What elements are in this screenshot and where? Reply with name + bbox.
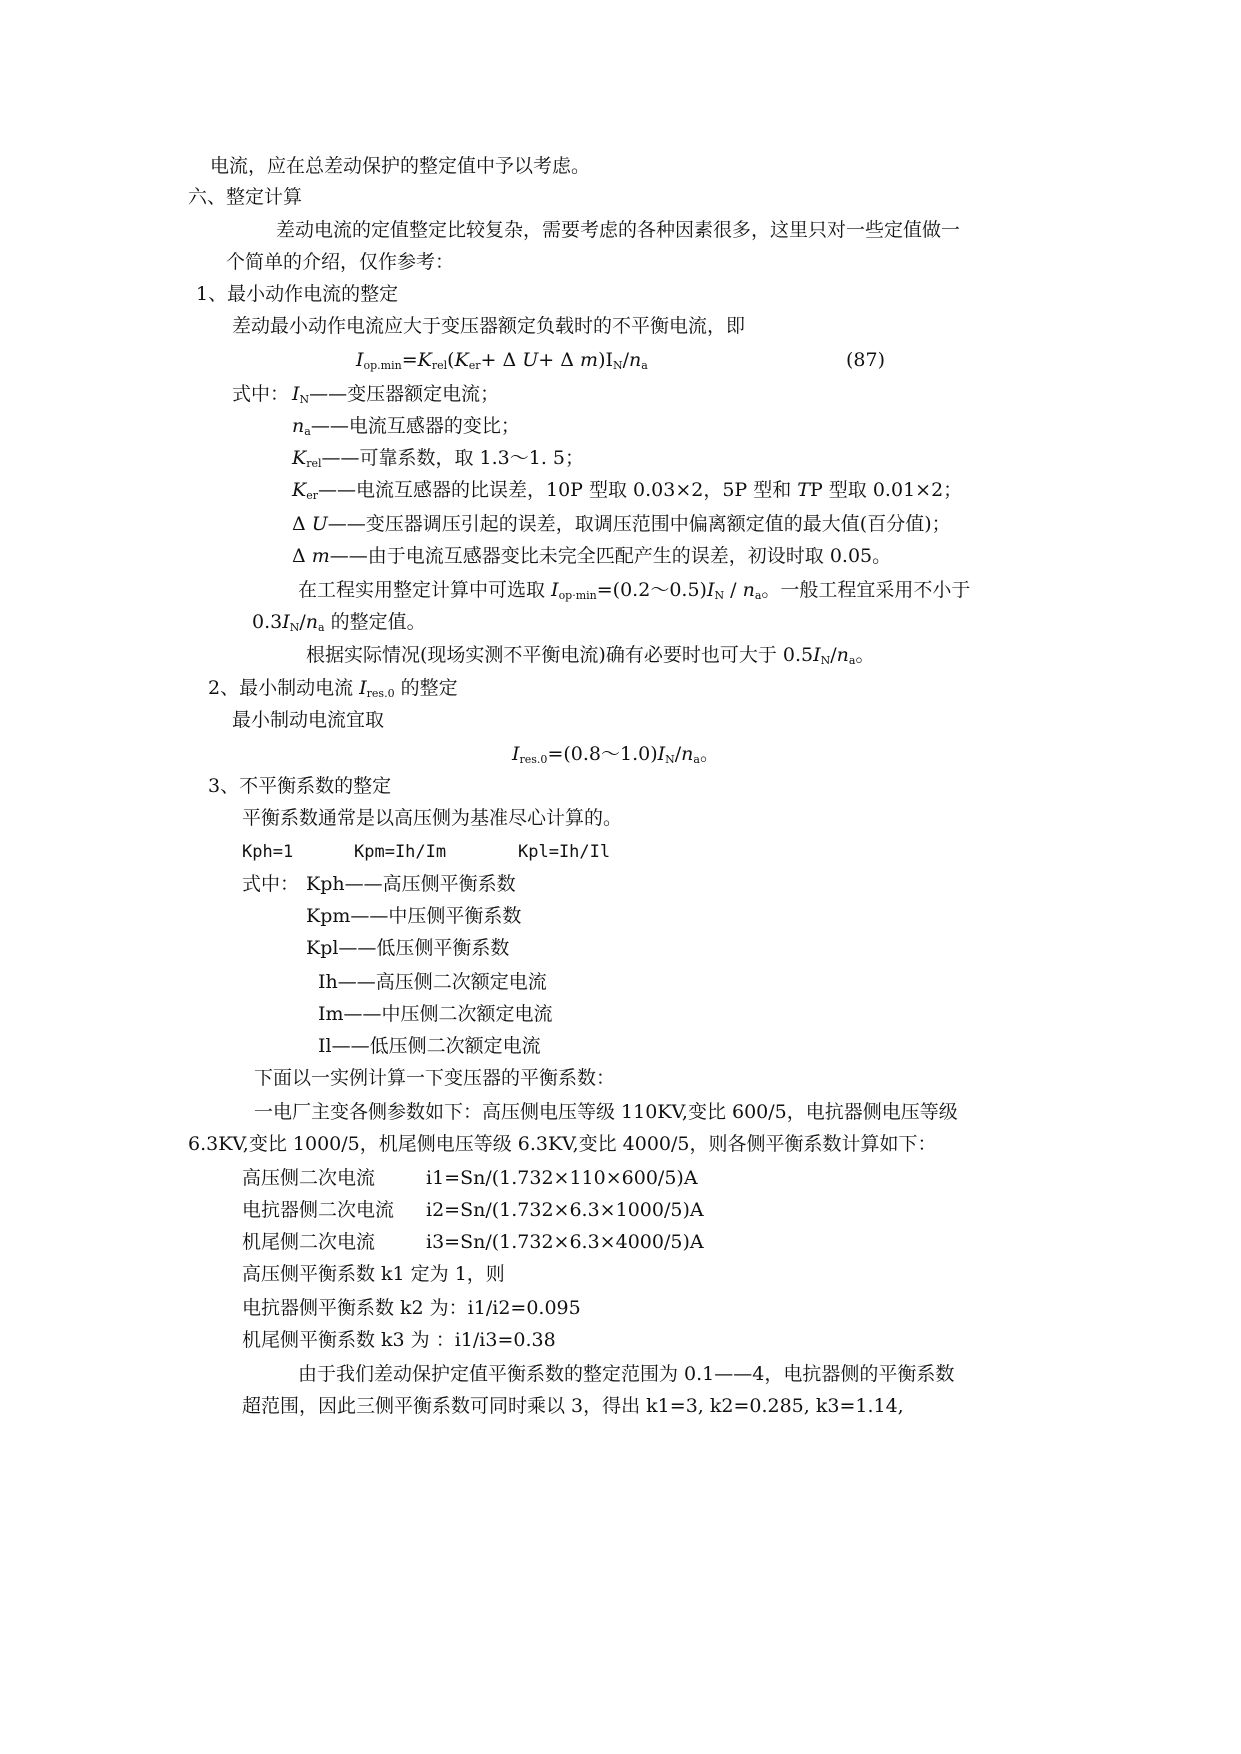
def-kpl: Kpl——低压侧平衡系数	[306, 937, 510, 959]
result-k2: 电抗器侧平衡系数 k2 为：i1/i2=0.095	[242, 1297, 581, 1319]
text-line: 电流，应在总差动保护的整定值中予以考虑。	[210, 155, 591, 177]
subsection-heading: 3、不平衡系数的整定	[208, 775, 392, 797]
def-dU: Δ U——变压器调压引起的误差，取调压范围中偏离额定值的最大值(百分值)；	[292, 513, 951, 535]
calc-rx-label: 电抗器侧二次电流	[242, 1199, 395, 1221]
paragraph-line: 由于我们差动保护定值平衡系数的整定范围为 0.1——4，电抗器侧的平衡系数	[298, 1363, 955, 1385]
where-prefix: 式中：	[232, 383, 290, 405]
def-Krel: $K_{rel}——$可靠系数，取 1.3～1. 5；	[292, 447, 585, 470]
paragraph-line: 平衡系数通常是以高压侧为基准尽心计算的。	[242, 807, 623, 829]
def-ih: Ih——高压侧二次额定电流	[318, 971, 547, 993]
calc-gen-label: 机尾侧二次电流	[242, 1231, 376, 1253]
paragraph-line: 在工程实用整定计算中可选取 $I_{op\cdot min}=(0.2\sim 0.5)I_N / n_a$。一般工程宜采用不小于	[298, 579, 971, 602]
where-prefix: 式中：	[242, 873, 300, 895]
def-Ker: $K_{er}——$电流互感器的比误差，10P 型取 0.03×2，5P 型和 TP 型取 0.01×2；	[292, 479, 963, 502]
calc-hv-eq: i1=Sn/(1.732×110×600/5)A	[426, 1167, 698, 1189]
equation-res0: $I_{res.0}=(0.8\sim 1.0)I_N/n_a$。	[512, 743, 719, 766]
calc-gen-eq: i3=Sn/(1.732×6.3×4000/5)A	[426, 1231, 704, 1253]
result-k1: 高压侧平衡系数 k1 定为 1，则	[242, 1263, 505, 1285]
paragraph-line: 下面以一实例计算一下变压器的平衡系数：	[254, 1067, 616, 1089]
equation-number: (87)	[846, 349, 886, 371]
formula-kpl: Kpl=Ih/Il	[518, 842, 611, 862]
paragraph-line: 超范围，因此三侧平衡系数可同时乘以 3，得出 k1=3, k2=0.285, k3=1.14,	[242, 1395, 904, 1417]
calc-hv-label: 高压侧二次电流	[242, 1167, 376, 1189]
paragraph-line: 根据实际情况(现场实测不平衡电流)确有必要时也可大于 $0.5I_N/n_a$。	[306, 644, 875, 667]
subsection-heading: 1、最小动作电流的整定	[196, 283, 399, 305]
def-il: Il——低压侧二次额定电流	[318, 1035, 541, 1057]
result-k3: 机尾侧平衡系数 k3 为 ：i1/i3=0.38	[242, 1329, 556, 1351]
calc-rx-eq: i2=Sn/(1.732×6.3×1000/5)A	[426, 1199, 704, 1221]
equation-87: $I_{op.min}=K_{rel}(K_{er}+ \Delta$ U+ Δ $m)I_N/n_a$	[356, 349, 648, 372]
def-dm: Δ m——由于电流互感器变比未完全匹配产生的误差，初设时取 0.05。	[292, 545, 892, 567]
def-na: $n_a——$电流互感器的变比；	[292, 415, 520, 438]
def-im: Im——中压侧二次额定电流	[318, 1003, 553, 1025]
paragraph-line: 差动电流的定值整定比较复杂，需要考虑的各种因素很多，这里只对一些定值做一	[276, 219, 961, 241]
def-IN: $I_N——$变压器额定电流；	[292, 383, 500, 406]
formula-kph: Kph=1	[242, 842, 294, 862]
section-heading: 六、整定计算	[188, 186, 303, 208]
paragraph-line: $0.3I_N/n_a$ 的整定值。	[252, 611, 426, 634]
paragraph-line: 个简单的介绍，仅作参考：	[226, 251, 455, 273]
paragraph-line: 6.3KV,变比 1000/5，机尾侧电压等级 6.3KV,变比 4000/5，则各侧平衡系数计算如下：	[188, 1133, 937, 1155]
formula-kpm: Kpm=Ih/Im	[354, 842, 447, 862]
def-kpm: Kpm——中压侧平衡系数	[306, 905, 522, 927]
paragraph-line: 最小制动电流宜取	[232, 709, 385, 731]
subsection-heading: 2、最小制动电流 $I_{res.0}$ 的整定	[208, 677, 458, 700]
def-kph: Kph——高压侧平衡系数	[306, 873, 516, 895]
paragraph-line: 一电厂主变各侧参数如下：高压侧电压等级 110KV,变比 600/5，电抗器侧电压等级	[254, 1101, 958, 1123]
paragraph-line: 差动最小动作电流应大于变压器额定负载时的不平衡电流，即	[232, 315, 746, 337]
